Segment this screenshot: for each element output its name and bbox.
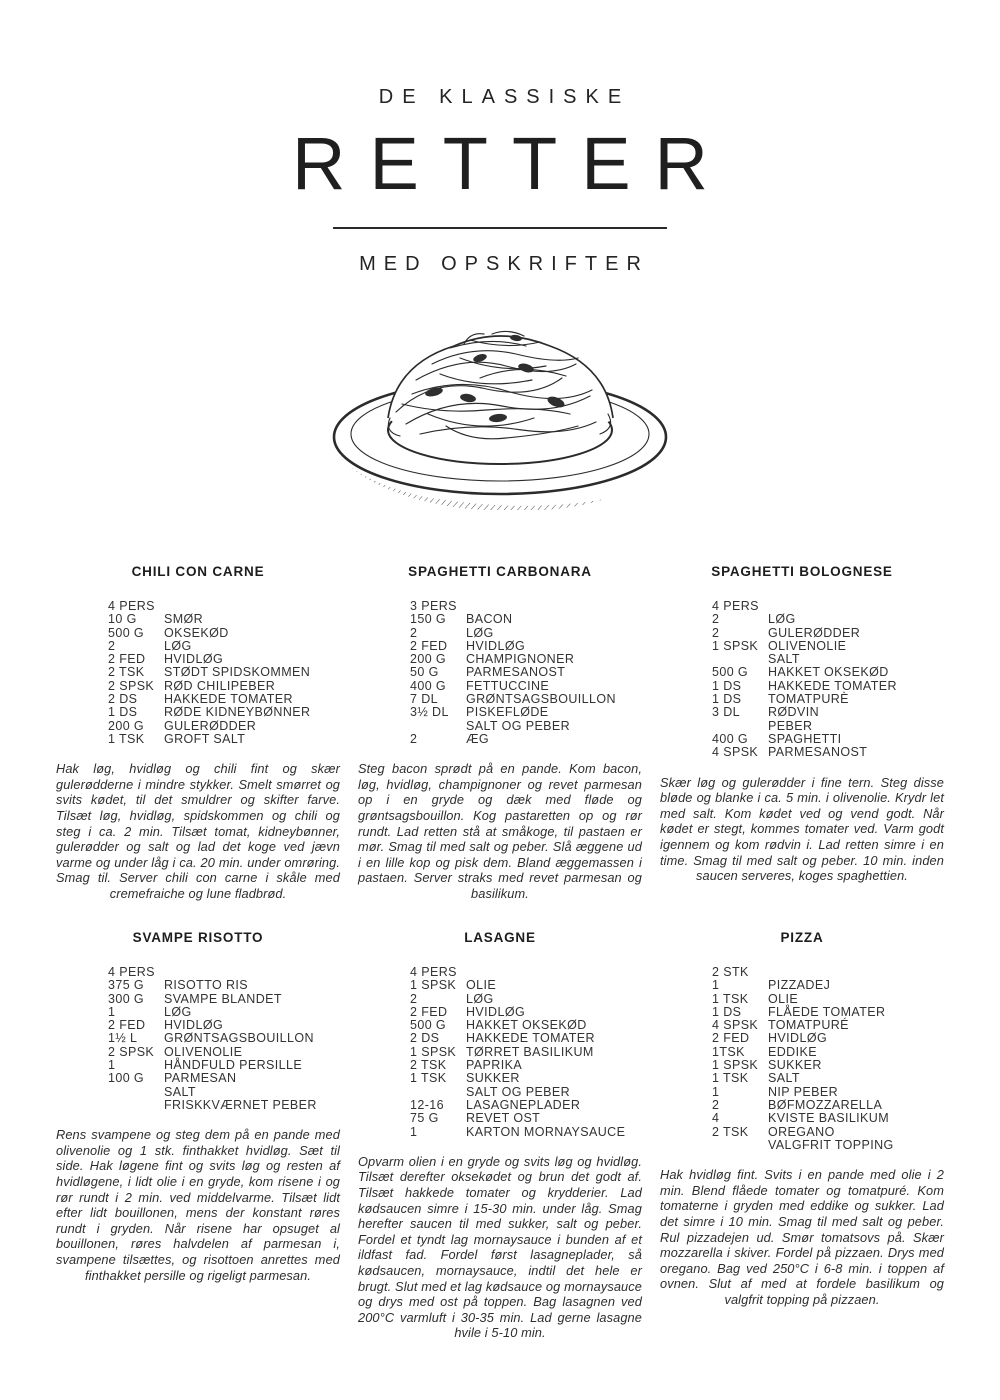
ingredient-amount: 2 DS: [410, 1031, 440, 1046]
ingredient-row: [410, 1006, 642, 1019]
ingredient-row: [108, 1099, 340, 1112]
ingredient-amount: 4: [712, 1111, 720, 1126]
ingredient-name: HVIDLØG: [466, 638, 526, 653]
ingredient-amount: 500 G: [108, 625, 145, 640]
ingredient-name: SALT: [768, 652, 800, 667]
ingredient-name: LØG: [466, 991, 494, 1006]
ingredient-amount: 1: [410, 1124, 418, 1139]
ingredient-amount: [410, 1086, 466, 1099]
servings-row: [712, 966, 944, 979]
ingredient-name: SUKKER: [768, 1058, 822, 1073]
ingredient-amount: 200 G: [410, 652, 447, 667]
ingredient-amount: 400 G: [712, 731, 749, 746]
ingredient-row: [410, 1112, 642, 1125]
ingredient-name: HAKKEDE TOMATER: [768, 678, 897, 693]
ingredient-row: [410, 993, 642, 1006]
ingredient-row: [712, 733, 944, 746]
ingredient-amount: 3 DL: [712, 705, 741, 720]
ingredient-amount: [712, 653, 768, 666]
ingredient-amount: 1 TSK: [712, 1071, 749, 1086]
ingredient-amount: 2: [712, 625, 720, 640]
ingredient-row: [712, 979, 944, 992]
ingredient-name: GROFT SALT: [164, 731, 246, 746]
ingredient-name: FRISKKVÆRNET PEBER: [164, 1097, 317, 1112]
ingredient-row: [410, 720, 642, 733]
ingredient-row: [108, 640, 340, 653]
ingredient-row: [410, 1126, 642, 1139]
ingredient-row: [712, 666, 944, 679]
ingredient-amount: 1: [712, 978, 720, 993]
recipe-pizza: [660, 930, 944, 1341]
ingredient-name: SPAGHETTI: [768, 731, 842, 746]
ingredient-amount: 1TSK: [712, 1044, 745, 1059]
header-kicker: DE KLASSISKE: [378, 86, 631, 108]
ingredient-row: [410, 1019, 642, 1032]
ingredient-amount: 1 TSK: [712, 991, 749, 1006]
ingredient-amount: 2 FED: [410, 638, 448, 653]
ingredient-row: [108, 693, 340, 706]
ingredient-amount: 75 G: [410, 1111, 439, 1126]
ingredient-amount: 2: [410, 991, 418, 1006]
recipe-title: CHILI CON CARNE: [131, 564, 265, 579]
ingredient-name: HVIDLØG: [768, 1031, 828, 1046]
ingredient-row: [712, 1046, 944, 1059]
ingredient-row: [712, 746, 944, 759]
ingredient-amount: 1 TSK: [410, 1071, 447, 1086]
ingredient-name: LØG: [164, 638, 192, 653]
ingredient-name: HAKKET OKSEKØD: [768, 665, 889, 680]
ingredient-amount: 2 DS: [108, 692, 138, 707]
ingredient-name: PISKEFLØDE: [466, 705, 549, 720]
servings: 4 PERS: [410, 965, 457, 979]
recipe-instructions: Skær løg og gulerødder i fine tern. Steg disse bløde og blanke i ca. 5 min. i olivenolie. Krydr let med salt. Kom kødet ved og vend godt. Når kødet er stegt, kommes tomater ved. Varm godt igennem og kom rødvin i. Lad retten simre i en time. Smag til med salt og peber. 10 min. inden saucen serveres, koges spaghettien.: [660, 774, 944, 884]
ingredient-name: TOMATPURÈ: [768, 692, 849, 707]
ingredient-row: [410, 653, 642, 666]
ingredient-row: [108, 680, 340, 693]
ingredient-amount: 1 DS: [712, 692, 742, 707]
ingredient-row: [712, 613, 944, 626]
ingredient-row: [712, 1139, 944, 1152]
servings-row: [108, 966, 340, 979]
ingredient-name: SVAMPE BLANDET: [164, 991, 282, 1006]
ingredient-name: GRØNTSAGSBOUILLON: [164, 1031, 314, 1046]
ingredient-name: REVET OST: [466, 1111, 541, 1126]
recipe-title: PIZZA: [780, 930, 824, 945]
ingredient-name: BACON: [466, 612, 513, 627]
ingredient-row: [410, 640, 642, 653]
ingredient-row: [410, 1072, 642, 1085]
ingredient-row: [712, 627, 944, 640]
ingredient-row: [712, 653, 944, 666]
recipe-svampe-risotto: [56, 930, 340, 1341]
ingredient-row: [712, 1032, 944, 1045]
recipe-instructions: Hak hvidløg fint. Svits i en pande med olie i 2 min. Blend flåede tomater og tomatpuré. Kom tomaterne i gryden med eddike og sukker. Lad det simre i 10 min. Smag til med salt og peber. Rul pizzadejen ud. Smør tomatsovs på. Skær mozzarella i skiver. Fordel på pizzaen. Drys med oregano. Bag ved 250°C i 6-8 min. i toppen af ovnen. Slut af med at fordele basilikum og valgfrit topping på pizzaen.: [660, 1167, 944, 1307]
ingredient-name: RØDVIN: [768, 705, 820, 720]
ingredient-amount: 500 G: [712, 665, 749, 680]
ingredient-row: [410, 1046, 642, 1059]
ingredient-amount: 2: [108, 638, 116, 653]
ingredient-row: [108, 666, 340, 679]
ingredient-row: [712, 1112, 944, 1125]
ingredient-name: PIZZADEJ: [768, 978, 831, 993]
ingredient-amount: 2 TSK: [108, 665, 145, 680]
ingredient-list: [410, 966, 642, 1139]
ingredient-amount: [108, 1099, 164, 1112]
ingredient-name: HVIDLØG: [164, 1018, 224, 1033]
ingredient-row: [108, 1086, 340, 1099]
ingredient-amount: 1: [712, 1084, 720, 1099]
ingredient-row: [108, 993, 340, 1006]
ingredient-list: [108, 966, 340, 1112]
ingredient-row: [410, 1059, 642, 1072]
ingredient-row: [712, 720, 944, 733]
ingredient-list: [410, 600, 642, 746]
ingredient-row: [410, 979, 642, 992]
ingredient-name: BØFMOZZARELLA: [768, 1097, 883, 1112]
ingredient-row: [410, 680, 642, 693]
ingredient-row: [108, 1006, 340, 1019]
ingredient-name: OREGANO: [768, 1124, 835, 1139]
ingredient-amount: 2: [712, 1097, 720, 1112]
ingredient-name: GRØNTSAGSBOUILLON: [466, 692, 616, 707]
ingredient-row: [410, 1086, 642, 1099]
ingredient-name: KVISTE BASILIKUM: [768, 1111, 890, 1126]
ingredient-name: FLÅEDE TOMATER: [768, 1004, 886, 1019]
ingredient-amount: [712, 720, 768, 733]
ingredient-row: [108, 1019, 340, 1032]
ingredient-name: GULERØDDER: [164, 718, 257, 733]
ingredient-name: LØG: [466, 625, 494, 640]
ingredient-name: RØDE KIDNEYBØNNER: [164, 705, 311, 720]
ingredient-name: LASAGNEPLADER: [466, 1097, 581, 1112]
recipe-title: LASAGNE: [464, 930, 536, 945]
ingredient-row: [712, 993, 944, 1006]
ingredient-amount: 2: [712, 612, 720, 627]
ingredient-amount: 4 SPSK: [712, 745, 759, 760]
ingredient-amount: [712, 1139, 768, 1152]
ingredient-amount: 200 G: [108, 718, 145, 733]
recipe-instructions: Hak løg, hvidløg og chili fint og skær gulerødderne i mindre stykker. Smelt smørret og svits kødet, til det smuldrer og skifter farve. Tilsæt løg, hvidløg, spidskommen og chili og steg i ca. 2 min. Tilsæt tomat, kidneybønner, gulerødder og salt og lad det koge ved jævn varme og under låg i ca. 20 min. under omrøring. Smag til. Server chili con carne i skåle med cremefraiche og lune fladbrød.: [56, 761, 340, 902]
ingredient-amount: 7 DL: [410, 692, 439, 707]
ingredient-name: PARMESANOST: [768, 745, 868, 760]
ingredient-amount: 3½ DL: [410, 705, 449, 720]
ingredient-row: [108, 1032, 340, 1045]
ingredient-name: SUKKER: [466, 1071, 520, 1086]
ingredient-row: [410, 706, 642, 719]
ingredient-row: [108, 1072, 340, 1085]
ingredient-list: [712, 966, 944, 1152]
title-divider: [333, 227, 667, 229]
ingredient-row: [108, 720, 340, 733]
ingredient-name: HAKKEDE TOMATER: [164, 692, 293, 707]
ingredient-amount: 1 SPSK: [410, 1044, 457, 1059]
recipe-spaghetti-carbonara: [358, 564, 642, 930]
recipe-title: SVAMPE RISOTTO: [132, 930, 264, 945]
ingredient-amount: 12-16: [410, 1097, 444, 1112]
recipe-instructions: Rens svampene og steg dem på en pande med olivenolie og 1 stk. finthakket hvidløg. Sæt til side. Hak løgene fint og svits løg og resten af hvidløgene, i lidt olie i en gryde, kom risene i og rør rundt i 2 min. ved middelvarme. Tilsæt lidt efter lidt bouillonen, mens der konstant røres rundt i gryden. Når risene har opsuget al bouillonen, røres halvdelen af parmesan i, svampene tilsættes, og risottoen anrettes med finthakket persille og rigeligt parmesan.: [56, 1127, 340, 1283]
ingredient-row: [410, 627, 642, 640]
ingredient-name: RISOTTO RIS: [164, 978, 249, 993]
recipe-title: SPAGHETTI CARBONARA: [408, 564, 592, 579]
recipes-grid: [0, 564, 1000, 1341]
ingredient-name: SALT: [768, 1071, 800, 1086]
servings: 2 STK: [712, 965, 749, 979]
ingredient-name: OLIVENOLIE: [768, 638, 847, 653]
ingredient-amount: 1 SPSK: [410, 978, 457, 993]
ingredient-name: STØDT SPIDSKOMMEN: [164, 665, 311, 680]
ingredient-name: TØRRET BASILIKUM: [466, 1044, 594, 1059]
ingredient-name: HAKKET OKSEKØD: [466, 1018, 587, 1033]
ingredient-name: FETTUCCINE: [466, 678, 550, 693]
ingredient-row: [108, 1059, 340, 1072]
ingredient-name: HVIDLØG: [466, 1004, 526, 1019]
ingredient-name: ÆG: [466, 731, 490, 746]
ingredient-name: EDDIKE: [768, 1044, 817, 1059]
ingredient-name: PARMESAN: [164, 1071, 237, 1086]
recipe-spaghetti-bolognese: [660, 564, 944, 930]
servings-row: [410, 600, 642, 613]
ingredient-name: OLIE: [466, 978, 497, 993]
ingredient-list: [108, 600, 340, 746]
ingredient-row: [410, 693, 642, 706]
ingredient-amount: 500 G: [410, 1018, 447, 1033]
ingredient-name: GULERØDDER: [768, 625, 861, 640]
ingredient-name: PARMESANOST: [466, 665, 566, 680]
ingredient-row: [712, 1059, 944, 1072]
ingredient-amount: 10 G: [108, 612, 137, 627]
ingredient-amount: 1½ L: [108, 1031, 138, 1046]
ingredient-name: LØG: [768, 612, 796, 627]
ingredient-name: SALT OG PEBER: [466, 718, 571, 733]
ingredient-amount: 2 FED: [108, 652, 146, 667]
ingredient-name: TOMATPURÉ: [768, 1018, 849, 1033]
recipe-instructions: Steg bacon sprødt på en pande. Kom bacon, løg, hvidløg, champignoner og revet parmesan op i en gryde og dæk med fløde og grøntsagsbouillon. Kog pastaretten op og rør rundt. Lad retten stå at småkoge, til pastaen er mør. Smag til med salt og peber. Slå æggene ud i en lille kop og pisk dem. Bland æggemassen i pastaen. Server straks med revet parmesan og basilikum.: [358, 761, 642, 902]
ingredient-row: [108, 627, 340, 640]
servings: 4 PERS: [108, 965, 155, 979]
ingredient-name: RØD CHILIPEBER: [164, 678, 276, 693]
ingredient-amount: 50 G: [410, 665, 439, 680]
ingredient-amount: [410, 720, 466, 733]
ingredient-name: PEBER: [768, 718, 813, 733]
page-title: RETTER: [292, 122, 732, 205]
ingredient-row: [712, 693, 944, 706]
ingredient-name: VALGFRIT TOPPING: [768, 1137, 894, 1152]
ingredient-name: HÅNDFULD PERSILLE: [164, 1058, 303, 1073]
ingredient-row: [410, 613, 642, 626]
ingredient-amount: 1 SPSK: [712, 1058, 759, 1073]
recipe-chili-con-carne: [56, 564, 340, 930]
ingredient-amount: 2 TSK: [410, 1058, 447, 1073]
ingredient-row: [108, 979, 340, 992]
ingredient-name: CHAMPIGNONER: [466, 652, 575, 667]
ingredient-amount: 1: [108, 1004, 116, 1019]
ingredient-amount: [108, 1086, 164, 1099]
ingredient-amount: 2 SPSK: [108, 1044, 155, 1059]
ingredient-name: SALT: [164, 1084, 196, 1099]
ingredient-row: [410, 666, 642, 679]
poster-header: [0, 0, 1000, 276]
ingredient-amount: 375 G: [108, 978, 145, 993]
ingredient-name: HAKKEDE TOMATER: [466, 1031, 595, 1046]
servings-row: [108, 600, 340, 613]
ingredient-amount: 1: [108, 1058, 116, 1073]
ingredient-name: OLIVENOLIE: [164, 1044, 243, 1059]
ingredient-name: OKSEKØD: [164, 625, 229, 640]
ingredient-amount: 2: [410, 731, 418, 746]
ingredient-row: [410, 1032, 642, 1045]
ingredient-amount: 1 DS: [712, 678, 742, 693]
ingredient-row: [410, 733, 642, 746]
ingredient-amount: 2 FED: [108, 1018, 146, 1033]
recipe-lasagne: [358, 930, 642, 1341]
servings: 4 PERS: [108, 599, 155, 613]
ingredient-row: [712, 640, 944, 653]
ingredient-amount: 1 TSK: [108, 731, 145, 746]
servings-row: [410, 966, 642, 979]
header-subtitle: MED OPSKRIFTER: [359, 253, 649, 275]
ingredient-row: [712, 1099, 944, 1112]
ingredient-name: PAPRIKA: [466, 1058, 523, 1073]
ingredient-amount: 1 DS: [108, 705, 138, 720]
ingredient-row: [410, 1099, 642, 1112]
ingredient-row: [108, 733, 340, 746]
ingredient-name: KARTON MORNAYSAUCE: [466, 1124, 626, 1139]
ingredient-row: [712, 1086, 944, 1099]
spaghetti-plate-illustration: [320, 318, 680, 510]
ingredient-amount: 2 FED: [410, 1004, 448, 1019]
ingredient-name: NIP PEBER: [768, 1084, 839, 1099]
ingredient-amount: 2: [410, 625, 418, 640]
ingredient-name: SALT OG PEBER: [466, 1084, 571, 1099]
illustration-wrap: [0, 318, 1000, 508]
ingredient-amount: 4 SPSK: [712, 1018, 759, 1033]
ingredient-name: HVIDLØG: [164, 652, 224, 667]
ingredient-row: [108, 653, 340, 666]
ingredient-name: LØG: [164, 1004, 192, 1019]
ingredient-amount: 2 FED: [712, 1031, 750, 1046]
ingredient-amount: 2 SPSK: [108, 678, 155, 693]
ingredient-amount: 1 DS: [712, 1004, 742, 1019]
servings: 3 PERS: [410, 599, 457, 613]
servings-row: [712, 600, 944, 613]
ingredient-amount: 400 G: [410, 678, 447, 693]
ingredient-amount: 300 G: [108, 991, 145, 1006]
ingredient-row: [108, 706, 340, 719]
ingredient-row: [108, 613, 340, 626]
recipe-title: SPAGHETTI BOLOGNESE: [711, 564, 893, 579]
ingredient-row: [712, 706, 944, 719]
ingredient-row: [712, 1019, 944, 1032]
ingredient-name: OLIE: [768, 991, 799, 1006]
ingredient-row: [712, 1126, 944, 1139]
ingredient-amount: 1 SPSK: [712, 638, 759, 653]
ingredient-amount: 2 TSK: [712, 1124, 749, 1139]
ingredient-amount: 100 G: [108, 1071, 145, 1086]
ingredient-row: [712, 1072, 944, 1085]
ingredient-name: SMØR: [164, 612, 204, 627]
ingredient-amount: 150 G: [410, 612, 447, 627]
ingredient-list: [712, 600, 944, 760]
servings: 4 PERS: [712, 599, 759, 613]
recipe-instructions: Opvarm olien i en gryde og svits løg og hvidløg. Tilsæt derefter oksekødet og brun det godt af. Tilsæt hakkede tomater og krydderier. Lad kødsaucen simre i 15-30 min. under låg. Smag herefter saucen til med sukker, salt og peber. Fordel et tyndt lag mornaysauce i bunden af et ildfast fad. Fordel først lasagneplader, så kødsaucen, mornaysauce, indtil det hele er brugt. Slut med et lag kødsauce og mornaysauce og drys med ost på toppen. Bag lasagnen ved 200°C varmluft i 30-35 min. Lad gerne lasagne hvile i 5-10 min.: [358, 1153, 642, 1341]
